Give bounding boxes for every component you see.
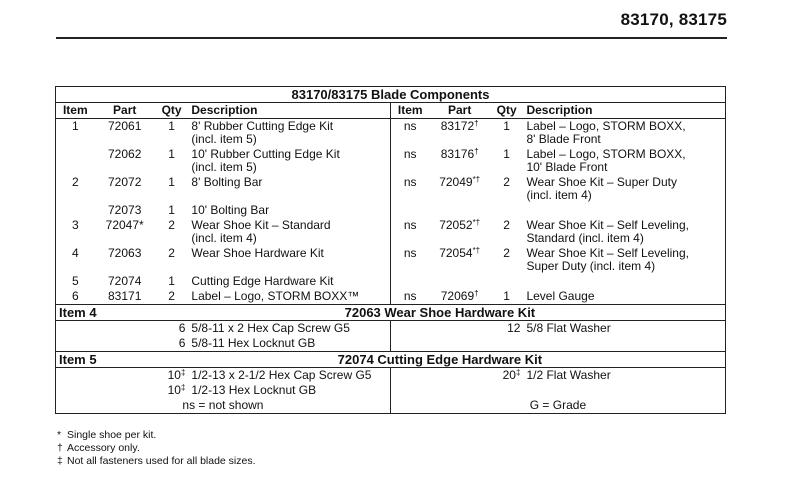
spacer	[390, 321, 489, 337]
spacer	[523, 383, 725, 398]
description	[188, 175, 390, 203]
table-row	[56, 218, 726, 246]
footnote-symbol: †	[57, 442, 63, 454]
quantity: 2	[503, 175, 510, 189]
description-line: (incl. item 5)	[191, 160, 257, 174]
description: 1/2-13 Hex Locknut GB	[191, 383, 317, 397]
spacer	[523, 336, 725, 352]
description	[188, 203, 390, 218]
document-title: 83170, 83175	[620, 10, 727, 29]
footnote	[57, 455, 256, 468]
quantity: 1	[168, 119, 175, 133]
quantity	[155, 336, 189, 352]
description-line: Cutting Edge Hardware Kit	[191, 274, 334, 288]
footnote-mark: ‡	[515, 368, 521, 377]
item-number: ns	[390, 218, 429, 246]
spacer	[56, 321, 155, 337]
header-description-right: Description	[523, 103, 725, 119]
description-line: Standard (incl. item 4)	[526, 231, 644, 245]
description-line: 10' Bolting Bar	[191, 203, 270, 217]
kit-row	[56, 321, 726, 337]
part-number	[430, 147, 490, 175]
quantity	[490, 368, 524, 384]
kit-item-label: Item 4	[56, 305, 155, 321]
part-number	[430, 274, 490, 289]
description	[523, 119, 725, 148]
item-number: 5	[56, 274, 95, 289]
table-row	[56, 175, 726, 203]
table-row	[56, 119, 726, 148]
description	[523, 203, 725, 218]
spacer	[390, 383, 489, 398]
item-number: ns	[390, 175, 429, 203]
description-line: 10' Blade Front	[526, 160, 608, 174]
description	[188, 246, 390, 274]
footnote-mark: *†	[472, 246, 481, 255]
description-line: Label – Logo, STORM BOXX,	[526, 119, 686, 133]
description	[188, 119, 390, 148]
part-number: 72074	[108, 274, 142, 288]
title-rule	[56, 37, 727, 39]
description-line: Wear Shoe Kit – Self Leveling,	[526, 246, 689, 260]
kit-row	[56, 336, 726, 352]
footnote-mark: *†	[472, 218, 481, 227]
description-line: (incl. item 5)	[191, 132, 257, 146]
quantity: 2	[168, 289, 175, 303]
quantity-text: 10	[167, 383, 181, 397]
item-number: 2	[56, 175, 95, 203]
quantity	[155, 383, 189, 398]
description	[188, 289, 390, 305]
part-number	[430, 175, 490, 203]
description-line: Label – Logo, STORM BOXX™	[191, 289, 360, 303]
spacer	[390, 336, 489, 352]
header-qty-right: Qty	[490, 103, 524, 119]
quantity: 1	[168, 147, 175, 161]
item-number: 3	[56, 218, 95, 246]
part-number: 83171	[108, 289, 142, 303]
description: 5/8 Flat Washer	[523, 321, 725, 337]
item-number: 4	[56, 246, 95, 274]
description-line: 8' Rubber Cutting Edge Kit	[191, 119, 334, 133]
part-number	[430, 218, 490, 246]
spacer	[390, 368, 489, 384]
item-number: 6	[56, 289, 95, 305]
description	[523, 289, 725, 305]
part-number: 72063	[108, 246, 142, 260]
blade-components-table	[55, 86, 726, 414]
description-line: (incl. item 4)	[526, 188, 592, 202]
quantity: 2	[168, 218, 175, 232]
item-number: ns	[390, 119, 429, 148]
description	[523, 274, 725, 289]
part-number	[430, 203, 490, 218]
header-item-right: Item	[390, 103, 429, 119]
kit-title: 72063 Wear Shoe Hardware Kit	[155, 305, 726, 321]
spacer	[56, 383, 155, 398]
description	[523, 147, 725, 175]
quantity: 1	[168, 203, 175, 217]
quantity: 1	[503, 147, 510, 161]
footnote-text: Not all fasteners used for all blade sizes.	[67, 455, 256, 467]
quantity: 2	[168, 246, 175, 260]
legend-grade: G = Grade	[390, 398, 725, 414]
description	[523, 246, 725, 274]
header-part-right: Part	[430, 103, 490, 119]
quantity: 1	[503, 289, 510, 303]
item-number: ns	[390, 289, 429, 305]
part-number	[430, 246, 490, 274]
description-line: Label – Logo, STORM BOXX,	[526, 147, 686, 161]
kit-row	[56, 383, 726, 398]
footnote-mark: ‡	[180, 368, 186, 377]
description	[188, 274, 390, 289]
description	[523, 218, 725, 246]
quantity	[490, 203, 524, 218]
footnote-mark: †	[474, 289, 479, 298]
quantity-text: 6	[178, 321, 186, 335]
quantity	[490, 274, 524, 289]
footnote	[57, 429, 256, 442]
footnote	[57, 442, 256, 455]
footnote-text: Accessory only.	[67, 442, 140, 454]
description-line: Wear Shoe Kit – Standard	[191, 218, 331, 232]
footnote-symbol: ‡	[57, 455, 63, 467]
item-number: ns	[390, 147, 429, 175]
description-line: 10' Rubber Cutting Edge Kit	[191, 147, 340, 161]
part-number-text: 72054	[439, 246, 473, 260]
part-number-text: 72052	[439, 218, 473, 232]
part-number: 72061	[108, 119, 142, 133]
quantity: 2	[503, 218, 510, 232]
item-number	[56, 147, 95, 175]
quantity	[490, 321, 524, 337]
part-number-text: 83176	[440, 147, 475, 161]
footnote-text: Single shoe per kit.	[67, 429, 157, 441]
part-number	[430, 119, 490, 148]
item-number	[390, 274, 429, 289]
part-number-text: 72069	[440, 289, 475, 303]
header-qty: Qty	[155, 103, 189, 119]
header-item: Item	[56, 103, 95, 119]
description-line: Level Gauge	[526, 289, 595, 303]
quantity	[155, 321, 189, 337]
description-line: 8' Bolting Bar	[191, 175, 263, 189]
spacer	[490, 383, 524, 398]
item-number: ns	[390, 246, 429, 274]
description-line: 8' Blade Front	[526, 132, 601, 146]
item-number	[56, 203, 95, 218]
description: 5/8-11 Hex Locknut GB	[191, 336, 316, 350]
part-number	[430, 289, 490, 305]
footnotes	[57, 429, 256, 468]
part-number: 72047*	[105, 218, 144, 232]
part-number: 72062	[108, 147, 142, 161]
footnote-mark: †	[474, 119, 479, 128]
quantity	[155, 368, 189, 384]
quantity: 1	[168, 274, 175, 288]
quantity-text: 12	[507, 321, 521, 335]
part-number: 72072	[108, 175, 142, 189]
quantity-text: 6	[178, 336, 186, 350]
kit-row	[56, 368, 726, 384]
description-line: Super Duty (incl. item 4)	[526, 259, 656, 273]
header-description: Description	[188, 103, 390, 119]
quantity: 1	[168, 175, 175, 189]
quantity: 2	[503, 246, 510, 260]
footnote-symbol: *	[57, 429, 62, 441]
table-row	[56, 147, 726, 175]
footnote-mark: †	[474, 147, 479, 156]
part-number-text: 83172	[440, 119, 475, 133]
table-row	[56, 274, 726, 289]
spacer	[490, 336, 524, 352]
kit-title: 72074 Cutting Edge Hardware Kit	[155, 352, 726, 368]
table-row	[56, 203, 726, 218]
quantity: 1	[503, 119, 510, 133]
table-row	[56, 246, 726, 274]
description	[188, 147, 390, 175]
description-line: Wear Shoe Kit – Super Duty	[526, 175, 677, 189]
quantity-text: 20	[502, 368, 516, 382]
footnote-mark: ‡	[180, 383, 186, 392]
description: 1/2 Flat Washer	[523, 368, 725, 384]
item-number: 1	[56, 119, 95, 148]
description-line: (incl. item 4)	[191, 231, 257, 245]
description	[523, 175, 725, 203]
legend-not-shown: ns = not shown	[56, 398, 391, 414]
spacer	[56, 368, 155, 384]
header-part: Part	[95, 103, 155, 119]
footnote-mark: *†	[472, 175, 481, 184]
table-caption: 83170/83175 Blade Components	[56, 87, 726, 103]
description-line: Wear Shoe Hardware Kit	[191, 246, 324, 260]
description: 1/2-13 x 2-1/2 Hex Cap Screw G5	[191, 368, 372, 382]
part-number-text: 72049	[439, 175, 473, 189]
spacer	[56, 336, 155, 352]
description: 5/8-11 x 2 Hex Cap Screw G5	[191, 321, 350, 335]
part-number: 72073	[108, 203, 142, 217]
description	[188, 218, 390, 246]
kit-item-label: Item 5	[56, 352, 155, 368]
table-row	[56, 289, 726, 305]
item-number	[390, 203, 429, 218]
quantity-text: 10	[167, 368, 181, 382]
description-line: Wear Shoe Kit – Self Leveling,	[526, 218, 689, 232]
